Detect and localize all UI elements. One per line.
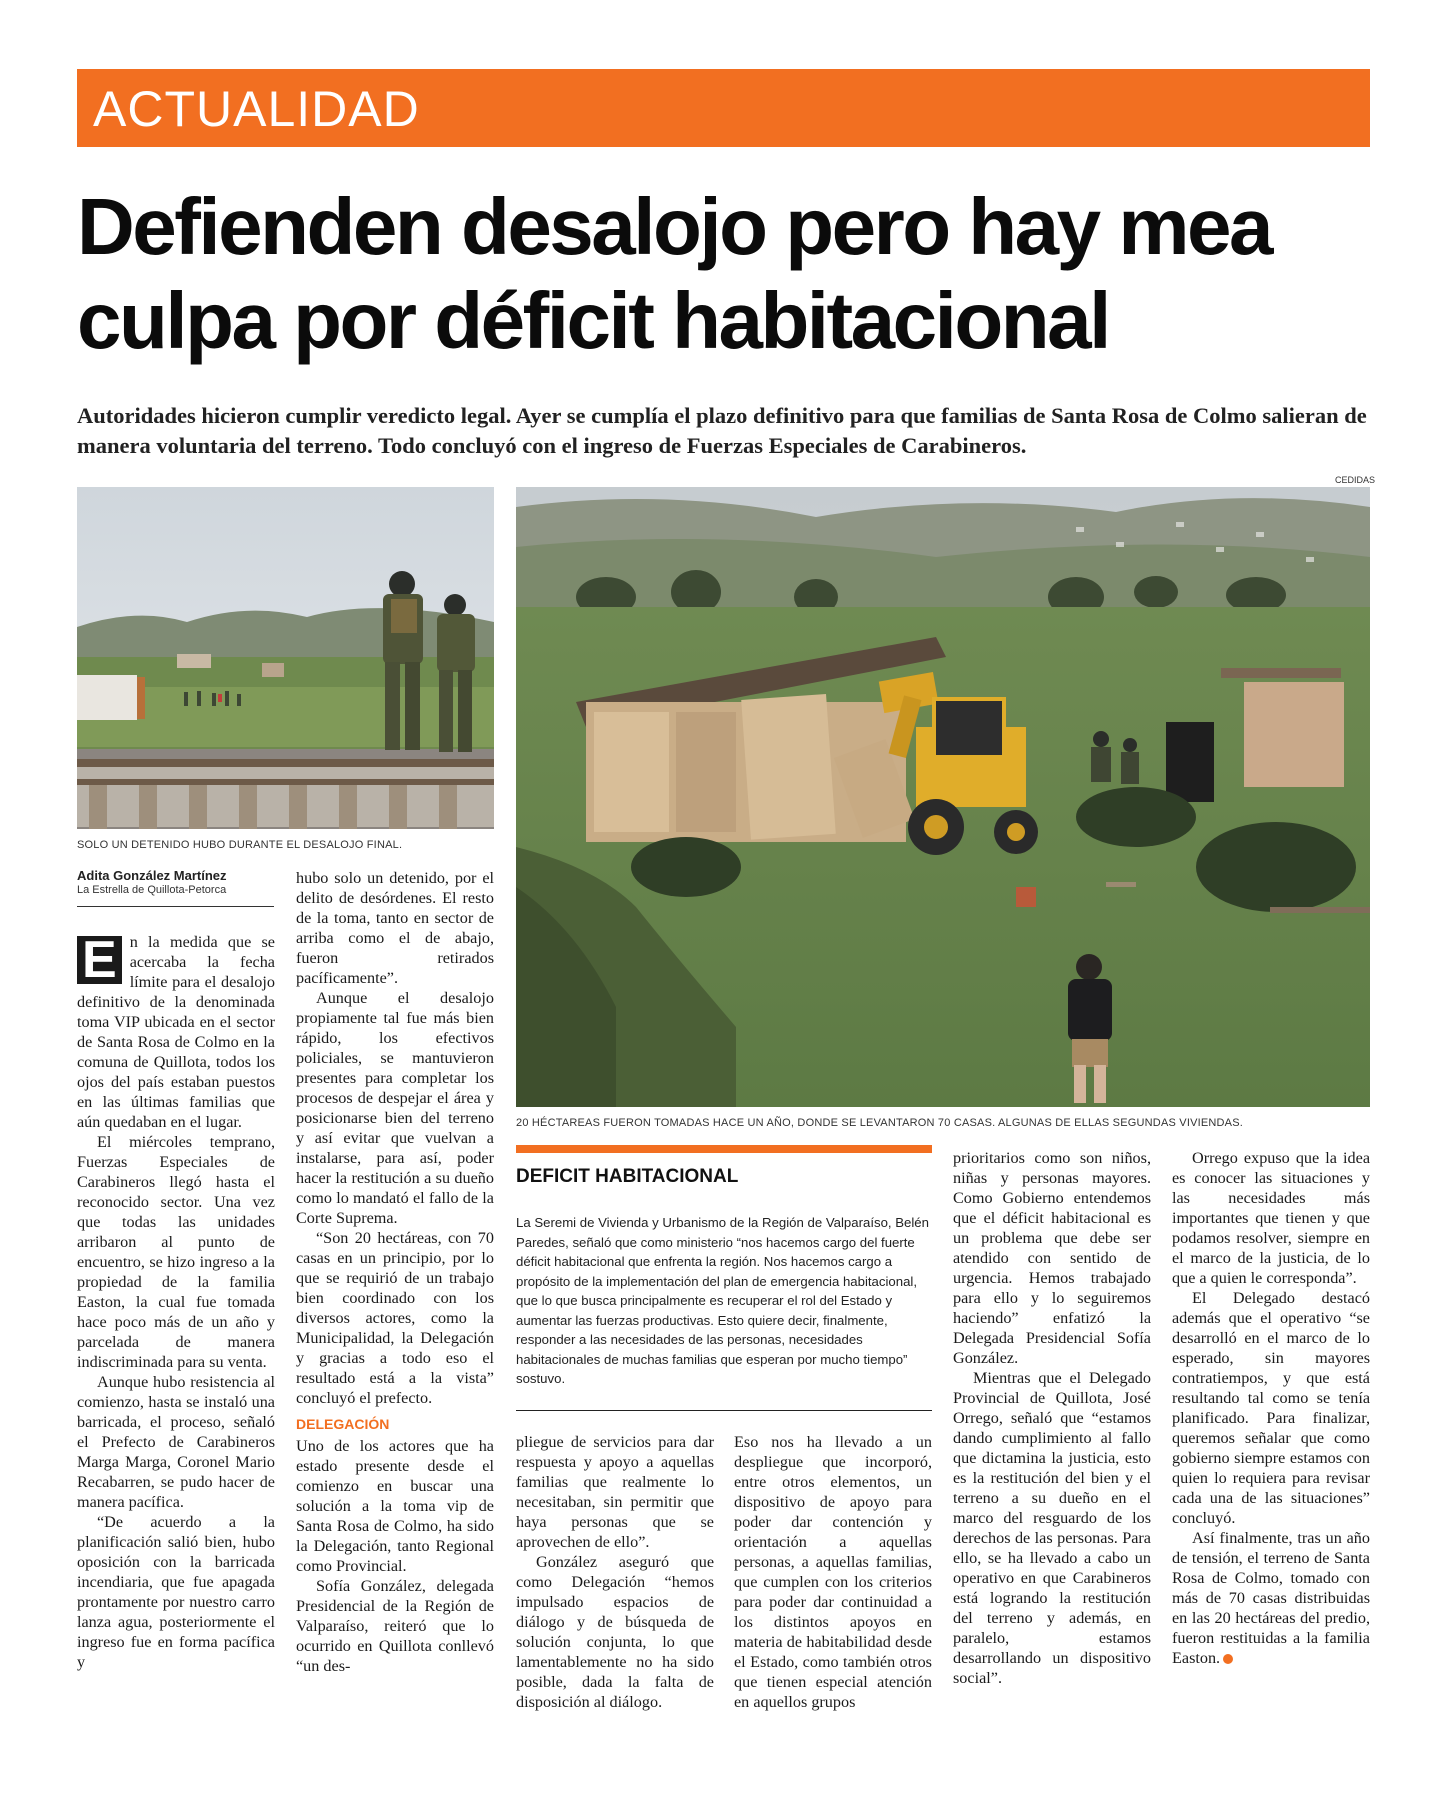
article-paragraph: El Delegado destacó además que el operativo “se desarrolló en el marco de lo esperado, sin mayores contratiempos, y que está resultando tal como se tenía planificado. Para finalizar, queremos señalar que como gobierno siempre estamos con quien lo requiera para revisar cada una de las situaciones” concluyó. [1172,1289,1370,1527]
caption-small-photo: SOLO UN DETENIDO HUBO DURANTE EL DESALOJO FINAL. [77,839,403,851]
article-column-6 [1172,1148,1370,1668]
byline-publication: La Estrella de Quillota-Petorca [77,884,227,896]
article-paragraph: pliegue de servicios para dar respuesta y apoyo a aquellas familias que realmente lo necesitaban, sin permitir que haya personas que se aprovechen de ello”. [516,1433,714,1551]
subhead-delegacion: DELEGACIÓN [296,1416,390,1432]
photo-backhoe-demolition [516,487,1370,1107]
section-label: ACTUALIDAD [93,81,420,137]
article-paragraph: Aunque hubo resistencia al comienzo, hasta se instaló una barricada, el proceso, señaló el Prefecto de Carabineros Marga Marga, Coronel Mario Recabarren, se pudo hacer de manera pacífica. [77,1373,275,1511]
article-paragraph [77,932,275,1132]
article-paragraph: Orrego expuso que la idea es conocer las situaciones y las necesidades más importantes que tienen y que podamos resolver, siempre en el marco de la justicia, de lo que a quien le corresponda”. [1172,1149,1370,1287]
article-column-3 [516,1432,714,1712]
end-of-article-icon [1223,1654,1233,1664]
article-paragraph: “De acuerdo a la planificación salió bien, hubo oposición con la barricada incendiaria, que fue apagada prontamente por nuestro carro lanza agua, posteriormente el ingreso fue en forma pacífica y [77,1513,275,1671]
sidebar-text: La Seremi de Vivienda y Urbanismo de la Región de Valparaíso, Belén Paredes, señaló que como ministerio “nos hacemos cargo del fuerte déficit habitacional que enfrenta la región. Nos hacemos cargo a propósito de la implementación del plan de emergencia habitacional, que lo que busca principalmente es recuperar el rol del Estado y aumentar las fuerzas productivas. Esto quiere decir, finalmente, responder a las necesidades de las personas, necesidades habitacionales de muchas familias que esperan por mucho tiempo” sostuvo. [516,1215,929,1386]
caption-large-photo: 20 HÉCTAREAS FUERON TOMADAS HACE UN AÑO, DONDE SE LEVANTARON 70 CASAS. ALGUNAS DE ELLAS SEGUNDAS VIVIENDAS. [516,1117,1244,1129]
article-paragraph: El miércoles temprano, Fuerzas Especiales de Carabineros llegó hasta el reconocido sector. Una vez que todas las unidades arribaron al punto de encuentro, se hizo ingreso a la propiedad de la familia Easton, la cual fue tomada hace poco más de un año y parcelada de manera indiscriminada para su venta. [77,1133,275,1371]
article-paragraph: Eso nos ha llevado a un despliegue que incorporó, entre otros elementos, un dispositivo de apoyo para poder dar contención y orientación a aquellas personas, a aquellas familias, que cumplen con los criterios para poder dar continuidad a los distintos apoyos en materia de habitabilidad desde el Estado, como también otros que tienen especial atención en aquellos grupos [734,1433,932,1711]
sidebar-accent-bar [516,1145,932,1153]
article-paragraph: Sofía González, delegada Presidencial de la Región de Valparaíso, reiteró que lo ocurrido en Quillota conllevó “un des- [296,1577,494,1675]
article-column-1 [77,932,275,1672]
photo-police-railway [77,487,494,829]
article-paragraph: González aseguró que como Delegación “hemos impulsado espacios de diálogo y de búsqueda de solución conjunta, lo que lamentablemente no ha sido posible, dada la falta de disposición al diálogo. [516,1553,714,1711]
article-paragraph: Mientras que el Delegado Provincial de Quillota, José Orrego, señaló que “estamos dando cumplimiento al fallo que dictamina la justicia, esto es la restitución del bien y el terreno a su dueño en el marco del resguardo de los derechos de las personas. Para ello, se ha llevado a cabo un operativo en que Carabineros está logrando la restitución del terreno y además, en paralelo, estamos desarrollando un dispositivo social”. [953,1369,1151,1687]
deck: Autoridades hicieron cumplir veredicto legal. Ayer se cumplía el plazo definitivo para que familias de Santa Rosa de Colmo salieran de manera voluntaria del terreno. Todo concluyó con el ingreso de Fuerzas Especiales de Carabineros. [77,403,1367,458]
article-column-4 [734,1432,932,1712]
drop-cap: E [77,936,122,984]
sidebar-rule [516,1410,932,1411]
article-paragraph: “Son 20 hectáreas, con 70 casas en un principio, por lo que se requirió de un trabajo bien coordinado con los diversos actores, como la Municipalidad, la Delegación y gracias a todo eso el resultado está a la vista” concluyó el prefecto. [296,1229,494,1407]
article-paragraph-text: n la medida que se acercaba la fecha límite para el desalojo definitivo de la denominada toma VIP ubicada en el sector de Santa Rosa de Colmo en la comuna de Quillota, todos los ojos del país estaban puestos en las últimas familias que aún quedaban en el lugar. [77,933,275,1131]
photo-police-railway-image [77,487,494,829]
article-paragraph-text: Así finalmente, tras un año de tensión, el terreno de Santa Rosa de Colmo, tomado con más de 70 casas distribuidas en las 20 hectáreas del predio, fueron restituidas a la familia Easton. [1172,1529,1370,1667]
article-paragraph: prioritarios como son niños, niñas y personas mayores. Como Gobierno entendemos que el déficit habitacional es un problema que debe ser atendido con sentido de urgencia. Hemos trabajado para ello y lo seguiremos haciendo” enfatizó la Delegada Presidencial Sofía González. [953,1149,1151,1367]
article-paragraph: Uno de los actores que ha estado presente desde el comienzo en buscar una solución a la toma vip de Santa Rosa de Colmo, ha sido la Delegación, tanto Regional como Provincial. [296,1437,494,1575]
article-paragraph: hubo solo un detenido, por el delito de desórdenes. El resto de la toma, tanto en sector de arriba como el de abajo, fueron retirados pacíficamente”. [296,869,494,987]
photo-credit: CEDIDAS [1335,475,1376,485]
article-paragraph [1172,1528,1370,1668]
photo-backhoe-demolition-image [516,487,1370,1107]
article-column-2 [296,868,494,1676]
headline: Defienden desalojo pero hay mea culpa por déficit habitacional [77,182,1271,365]
sidebar-title: DEFICIT HABITACIONAL [516,1166,739,1187]
article-column-5 [953,1148,1151,1688]
byline-rule [77,906,274,907]
byline-name: Adita González Martínez [77,868,227,883]
article-paragraph: Aunque el desalojo propiamente tal fue más bien rápido, los efectivos policiales, se mantuvieron presentes para completar los procesos de despejar el área y posicionarse bien del terreno y así evitar que vuelvan a instalarse, para así, poder hacer la restitución a su dueño como lo mandató el fallo de la Corte Suprema. [296,989,494,1227]
